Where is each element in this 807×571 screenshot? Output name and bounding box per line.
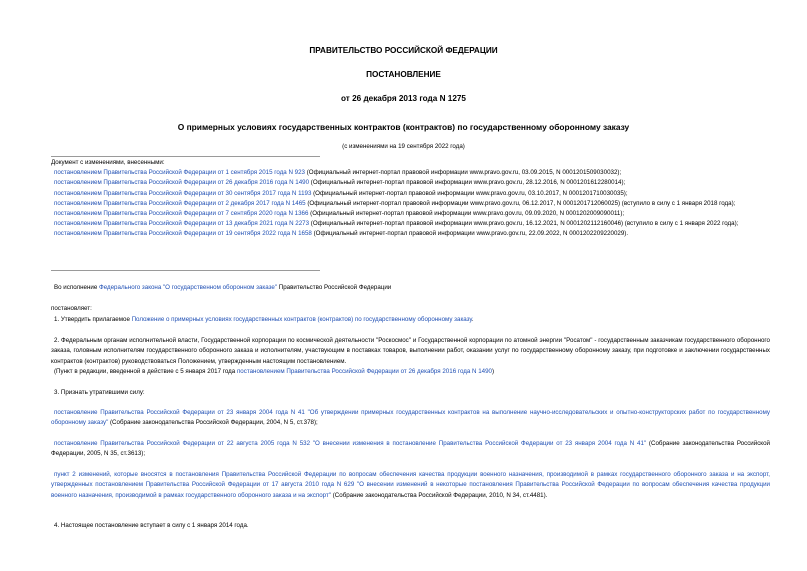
amendment-source: (Официальный интернет-портал правовой информации www.pravo.gov.ru, 16.12.2021, N 0001202112160046) (вступило в силу с 1 января 2022 года); — [309, 220, 739, 228]
amendment-link[interactable]: постановлением Правительства Российской Федерации от 13 декабря 2021 года N 2273 — [54, 220, 310, 228]
repealed-item-source: (Собрание законодательства Российской Федерации, 2004, N 5, ст.378); — [108, 419, 318, 427]
paragraph-2-note — [51, 367, 770, 377]
amendment-source: (Официальный интернет-портал правовой информации www.pravo.gov.ru, 03.10.2017, N 0001201710030035); — [311, 189, 628, 197]
federal-law-link[interactable]: Федерального закона "О государственном оборонном заказе" — [99, 284, 278, 291]
amendment-source: (Официальный интернет-портал правовой информации www.pravo.gov.ru, 06.12.2017, N 0001201712060025) (вступило в силу с 1 января 2018 года); — [305, 199, 736, 207]
repealed-item-source: (Собрание законодательства Российской Федерации, 2005, N 35, ст.3613); — [51, 440, 770, 458]
preamble-suffix: Правительство Российской Федерации — [277, 284, 392, 291]
amendments-bottom-divider — [51, 270, 320, 271]
paragraph-1 — [51, 315, 770, 325]
repealed-decree-link[interactable]: постановление Правительства Российской Федерации от 23 января 2004 года N 41 "Об утверждении примерных государственных контрактов на выполнение научно-исследовательских и опытно-конструкторских работ по государственному оборонному заказу" — [51, 409, 770, 427]
edition-note: (с изменениями на 19 сентября 2022 года) — [342, 143, 465, 150]
amendment-item — [51, 199, 769, 209]
amendment-link[interactable]: постановлением Правительства Российской Федерации от 2 декабря 2017 года N 1465 — [54, 199, 306, 207]
amendments-top-divider — [51, 156, 320, 157]
amending-decree-link[interactable]: постановлением Правительства Российской Федерации от 26 декабря 2016 года N 1490 — [236, 368, 492, 375]
decrees-line: постановляет: — [51, 305, 92, 312]
paragraph-1-suffix: . — [471, 316, 474, 323]
amendments-list — [51, 158, 769, 240]
repealed-decree-link[interactable]: постановление Правительства Российской Федерации от 22 августа 2005 года N 532 "О внесении изменения в постановление Правительства Российской Федерации от 23 января 2004 года N 41" — [54, 440, 647, 447]
repealed-item-1 — [51, 408, 770, 429]
paragraph-4: 4. Настоящее постановление вступает в силу с 1 января 2014 года. — [54, 522, 249, 529]
preamble-paragraph — [51, 283, 770, 293]
amendment-source: (Официальный интернет-портал правовой информации www.pravo.gov.ru, 22.09.2022, N 0001202209220029). — [311, 230, 629, 238]
paragraph-2-note-prefix: (Пункт в редакции, введенной в действие с 5 января 2017 года — [54, 368, 237, 375]
amendment-link[interactable]: постановлением Правительства Российской Федерации от 26 декабря 2016 года N 1490 — [54, 179, 310, 187]
repealed-item-source: (Собрание законодательства Российской Федерации, 2010, N 34, ст.4481). — [331, 491, 548, 499]
amendment-link[interactable]: постановлением Правительства Российской Федерации от 7 сентября 2020 года N 1366 — [54, 210, 309, 218]
repealed-item-2 — [51, 439, 770, 460]
amendment-item — [51, 168, 769, 178]
repealed-item-3 — [51, 470, 770, 501]
preamble-prefix: Во исполнение — [54, 284, 99, 291]
government-heading: ПРАВИТЕЛЬСТВО РОССИЙСКОЙ ФЕДЕРАЦИИ — [309, 46, 498, 55]
date-number-heading: от 26 декабря 2013 года N 1275 — [341, 94, 466, 103]
amendment-link[interactable]: постановлением Правительства Российской Федерации от 1 сентября 2015 года N 923 — [54, 169, 305, 177]
amendments-lead: Документ с изменениями, внесенными: — [51, 159, 165, 166]
amendment-item — [51, 219, 769, 229]
amendment-source: (Официальный интернет-портал правовой информации www.pravo.gov.ru, 28.12.2016, N 0001201612280014); — [309, 179, 626, 187]
document-type-heading: ПОСТАНОВЛЕНИЕ — [366, 70, 441, 79]
amendment-link[interactable]: постановлением Правительства Российской Федерации от 19 сентября 2022 года N 1658 — [54, 230, 312, 238]
amendment-item — [51, 229, 769, 239]
paragraph-3: 3. Признать утратившими силу: — [54, 389, 145, 396]
amendment-link[interactable]: постановлением Правительства Российской Федерации от 30 сентября 2017 года N 1193 — [54, 189, 312, 197]
document-title: О примерных условиях государственных контрактов (контрактов) по государственному оборонному заказу — [177, 122, 630, 132]
amendment-item — [51, 178, 769, 188]
amendment-item — [51, 209, 769, 219]
amendment-source: (Официальный интернет-портал правовой информации www.pravo.gov.ru, 09.09.2020, N 0001202009090011); — [308, 210, 625, 218]
paragraph-1-prefix: 1. Утвердить прилагаемое — [54, 316, 132, 323]
amendment-source: (Официальный интернет-портал правовой информации www.pravo.gov.ru, 03.09.2015, N 0001201509030032); — [304, 169, 622, 177]
regulation-link[interactable]: Положение о примерных условиях государственных контрактов (контрактов) по государственному оборонному заказу — [131, 316, 472, 323]
amendment-item — [51, 189, 769, 199]
paragraph-2-note-suffix: ) — [492, 368, 495, 375]
repealed-decree-link[interactable]: пункт 2 изменений, которые вносятся в постановления Правительства Российской Федерации по вопросам обеспечения качества продукции военного назначения, производимой в рамках государственного оборонного заказа и на экспорт, утвержденных постановлением Правительства Российской Федерации от 17 августа 2010 года N 629 "О внесении изменений в некоторые постановления Правительства Российской Федерации по вопросам обеспечения качества продукции военного назначения, производимой в рамках государственного оборонного заказа и на экспорт" — [51, 471, 770, 499]
paragraph-2: 2. Федеральным органам исполнительной власти, Государственной корпорации по космической деятельности "Роскосмос" и Государственной корпорации по атомной энергии "Росатом" - государственным заказчикам государственного оборонного заказа, головным исполнителям государственного оборонного заказа и исполнителям, участвующим в поставках товаров, выполнении работ, оказании услуг по государственному оборонному заказу, при подготовке и заключении государственных контрактов (контрактов) руководствоваться Положением, утвержденным настоящим постановлением. — [51, 337, 770, 365]
